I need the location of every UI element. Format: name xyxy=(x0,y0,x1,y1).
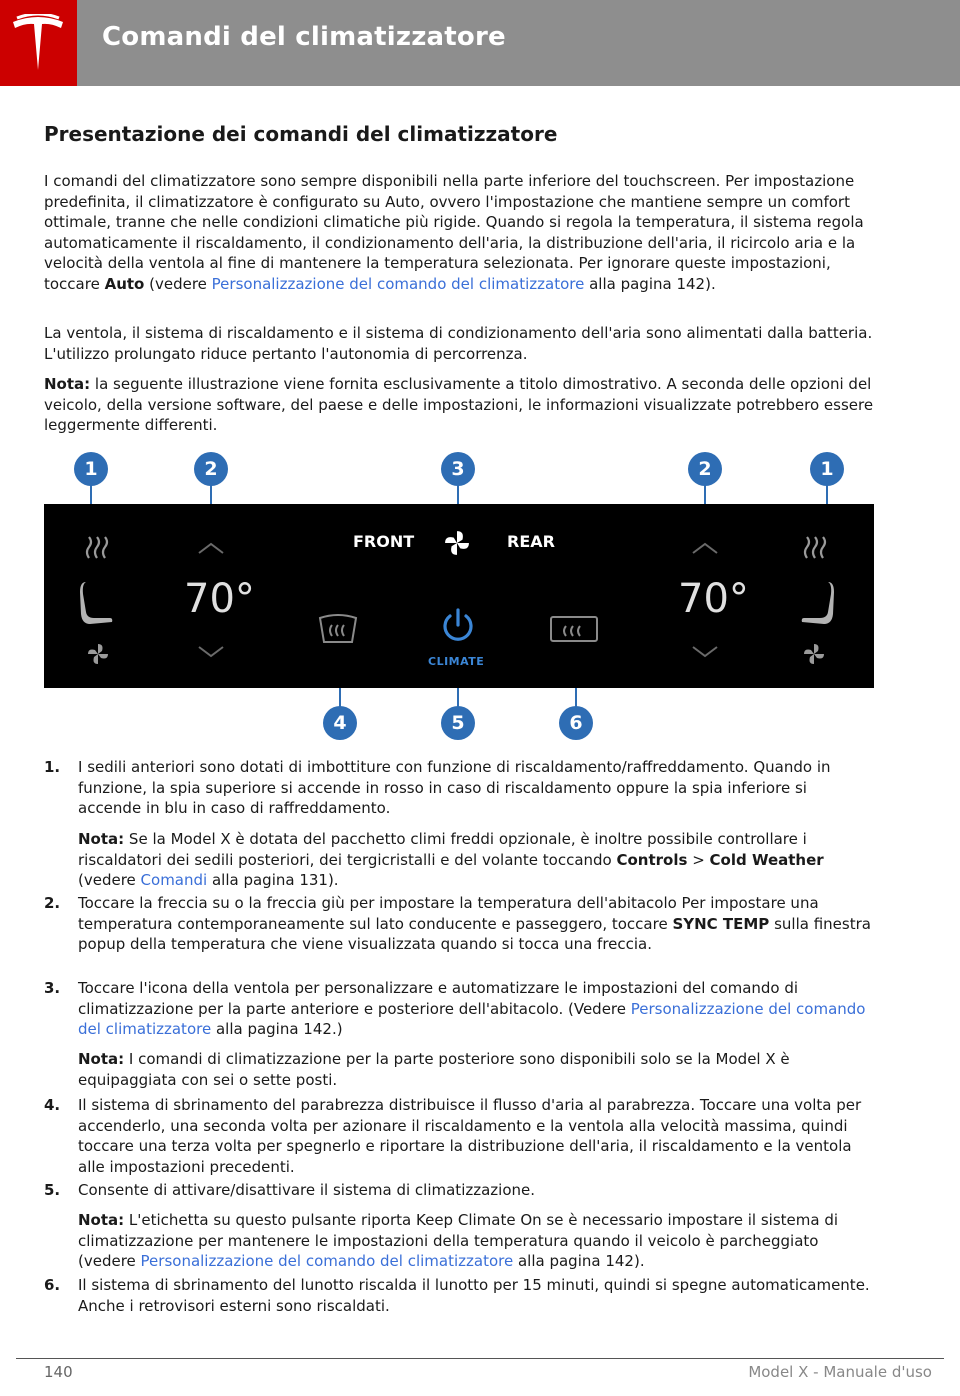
note-label: Nota: xyxy=(78,1050,125,1068)
battery-paragraph xyxy=(44,323,874,364)
temp-up-arrow-icon[interactable] xyxy=(198,542,224,554)
front-label[interactable]: FRONT xyxy=(353,532,415,551)
note-text: (vedere xyxy=(78,871,141,890)
callout-1: 1 xyxy=(810,452,844,486)
climate-controls-figure xyxy=(44,450,874,745)
climate-panel xyxy=(44,504,874,688)
item-text: Toccare la freccia su o la freccia giù per impostare la temperatura dell'abitacolo Per impostare una temperatura contemporaneamente sul lato conducente e passeggero, toccare xyxy=(78,894,819,933)
front-defrost-icon[interactable] xyxy=(318,614,358,644)
temp-up-arrow-icon[interactable] xyxy=(692,542,718,554)
callout-2: 2 xyxy=(194,452,228,486)
temp-down-arrow-icon[interactable] xyxy=(692,646,718,658)
note-text: alla pagina 131). xyxy=(207,871,339,890)
item-text: Il sistema di sbrinamento del lunotto riscalda il lunotto per 15 minuti, quindi si spegne automaticamente. Anche i retrovisori esterni sono riscaldati. xyxy=(78,1276,870,1315)
page-number: 140 xyxy=(44,1363,73,1381)
footer-manual-title: Model X - Manuale d'uso xyxy=(748,1363,932,1381)
note-text: > xyxy=(687,850,710,869)
list-item-note xyxy=(44,1210,874,1274)
seat-icon xyxy=(80,580,114,626)
item-number: 6. xyxy=(44,1276,61,1294)
item-number: 1. xyxy=(44,758,61,776)
controls-link[interactable]: Comandi xyxy=(140,871,208,890)
seat-heat-icon[interactable] xyxy=(84,534,110,562)
item-text: alla pagina 142.) xyxy=(211,1020,343,1039)
power-icon[interactable] xyxy=(441,608,475,644)
tesla-logo-icon xyxy=(11,14,65,72)
callout-4: 4 xyxy=(323,706,357,740)
note-label: Nota: xyxy=(44,375,91,393)
battery-text: La ventola, il sistema di riscaldamento e il sistema di condizionamento dell'aria sono alimentati dalla batteria. L'utilizzo prolungato riduce pertanto l'autonomia di percorrenza. xyxy=(44,324,873,363)
rear-defrost-icon[interactable] xyxy=(550,616,598,642)
auto-label: Auto xyxy=(104,274,145,293)
cold-weather-label: Cold Weather xyxy=(709,850,824,869)
callout-6: 6 xyxy=(559,706,593,740)
callout-5: 5 xyxy=(441,706,475,740)
callout-1: 1 xyxy=(74,452,108,486)
page-header xyxy=(0,0,960,86)
climate-customize-link[interactable]: Personalizzazione del comando del climatizzatore xyxy=(211,274,585,293)
list-item xyxy=(44,1095,874,1179)
climate-customize-link[interactable]: Personalizzazione del comando del climatizzatore xyxy=(140,1252,514,1271)
sync-temp-label: SYNC TEMP xyxy=(672,914,770,933)
temp-down-arrow-icon[interactable] xyxy=(198,646,224,658)
note-text: alla pagina 142). xyxy=(513,1252,645,1271)
note-label: Nota: xyxy=(78,1211,125,1229)
note-label: Nota: xyxy=(78,830,125,848)
fan-icon[interactable] xyxy=(444,530,470,556)
list-item xyxy=(44,893,874,977)
controls-label: Controls xyxy=(616,850,688,869)
intro-text: alla pagina 142). xyxy=(584,274,716,293)
section-title: Presentazione dei comandi del climatizzatore xyxy=(44,122,558,146)
note-paragraph xyxy=(44,374,874,436)
seat-heat-icon[interactable] xyxy=(802,534,828,562)
item-number: 2. xyxy=(44,894,61,912)
climate-label[interactable]: CLIMATE xyxy=(428,655,485,668)
item-number: 3. xyxy=(44,979,61,997)
list-item xyxy=(44,1180,874,1204)
footer-divider xyxy=(16,1358,944,1359)
item-text: Toccare l'icona della ventola per personalizzare e automatizzare le impostazioni del comando di climatizzazione per la parte anteriore e posteriore dell'abitacolo. (Vedere xyxy=(78,979,799,1018)
note-text: Se la Model X è dotata del pacchetto climi freddi opzionale, è inoltre possibile controllare i riscaldatori dei sedili posteriori, dei tergicristalli e del volante toccando xyxy=(78,830,807,869)
note-text: la seguente illustrazione viene fornita esclusivamente a titolo dimostrativo. A seconda delle opzioni del veicolo, della versione software, del paese e delle impostazioni, le informazioni visualizzate potrebbero essere leggermente differenti. xyxy=(44,375,874,435)
climate-customize-link[interactable]: Personalizzazione del comando del climatizzatore xyxy=(78,999,866,1039)
seat-icon xyxy=(800,580,834,626)
item-number: 4. xyxy=(44,1096,61,1114)
list-item-note xyxy=(44,1049,874,1093)
callout-3: 3 xyxy=(441,452,475,486)
seat-cool-fan-icon[interactable] xyxy=(802,642,826,666)
intro-text: I comandi del climatizzatore sono sempre disponibili nella parte inferiore del touchscreen. Per impostazione predefinita, il climatizzatore è configurato su Auto, ovvero l'impostazione che mantiene sempre un comfort ottimale, tranne che nelle condizioni climatiche più rigide. Quando si regola la temperatura, il sistema regola automaticamente il riscaldamento, il condizionamento dell'aria, la distribuzione dell'aria, il ricircolo aria e la velocità della ventola al fine di mantenere la temperatura selezionata. Per ignorare queste impostazioni, toccare xyxy=(44,172,864,293)
intro-paragraph xyxy=(44,171,874,295)
item-text: Il sistema di sbrinamento del parabrezza distribuisce il flusso d'aria al parabrezza. Toccare una volta per accenderlo, una seconda volta per azionare il riscaldamento e la ventola alla velocità massima, quindi toccare una terza volta per spegnerlo e riportare la distribuzione dell'aria, il riscaldamento e la ventola alle impostazioni precedenti. xyxy=(78,1096,862,1176)
logo-block xyxy=(0,0,77,86)
item-number: 5. xyxy=(44,1181,61,1199)
note-text: L'etichetta su questo pulsante riporta Keep Climate On se è necessario impostare il sistema di climatizzazione per mantenere le impostazioni della temperatura quando il veicolo è parcheggiato (vedere xyxy=(78,1211,839,1271)
list-item xyxy=(44,978,874,1042)
list-item xyxy=(44,1275,874,1319)
temp-right-value: 70° xyxy=(678,576,749,622)
callout-2: 2 xyxy=(688,452,722,486)
page-title: Comandi del climatizzatore xyxy=(102,22,506,52)
item-text: Consente di attivare/disattivare il sistema di climatizzazione. xyxy=(78,1181,536,1199)
temp-left-value: 70° xyxy=(184,576,255,622)
note-text: I comandi di climatizzazione per la parte posteriore sono disponibili solo se la Model X è equipaggiata con sei o sette posti. xyxy=(78,1050,790,1089)
seat-cool-fan-icon[interactable] xyxy=(86,642,110,666)
item-text: sulla finestra popup della temperatura che viene visualizzata quando si tocca una freccia. xyxy=(78,914,871,954)
rear-label[interactable]: REAR xyxy=(507,532,555,551)
intro-text: (vedere xyxy=(144,274,212,293)
item-text: I sedili anteriori sono dotati di imbottiture con funzione di riscaldamento/raffreddamento. Quando in funzione, la spia superiore si accende in rosso in caso di riscaldamento oppure la spia inferiore si accende in blu in caso di raffreddamento. xyxy=(78,758,831,818)
list-item-note xyxy=(44,829,874,893)
